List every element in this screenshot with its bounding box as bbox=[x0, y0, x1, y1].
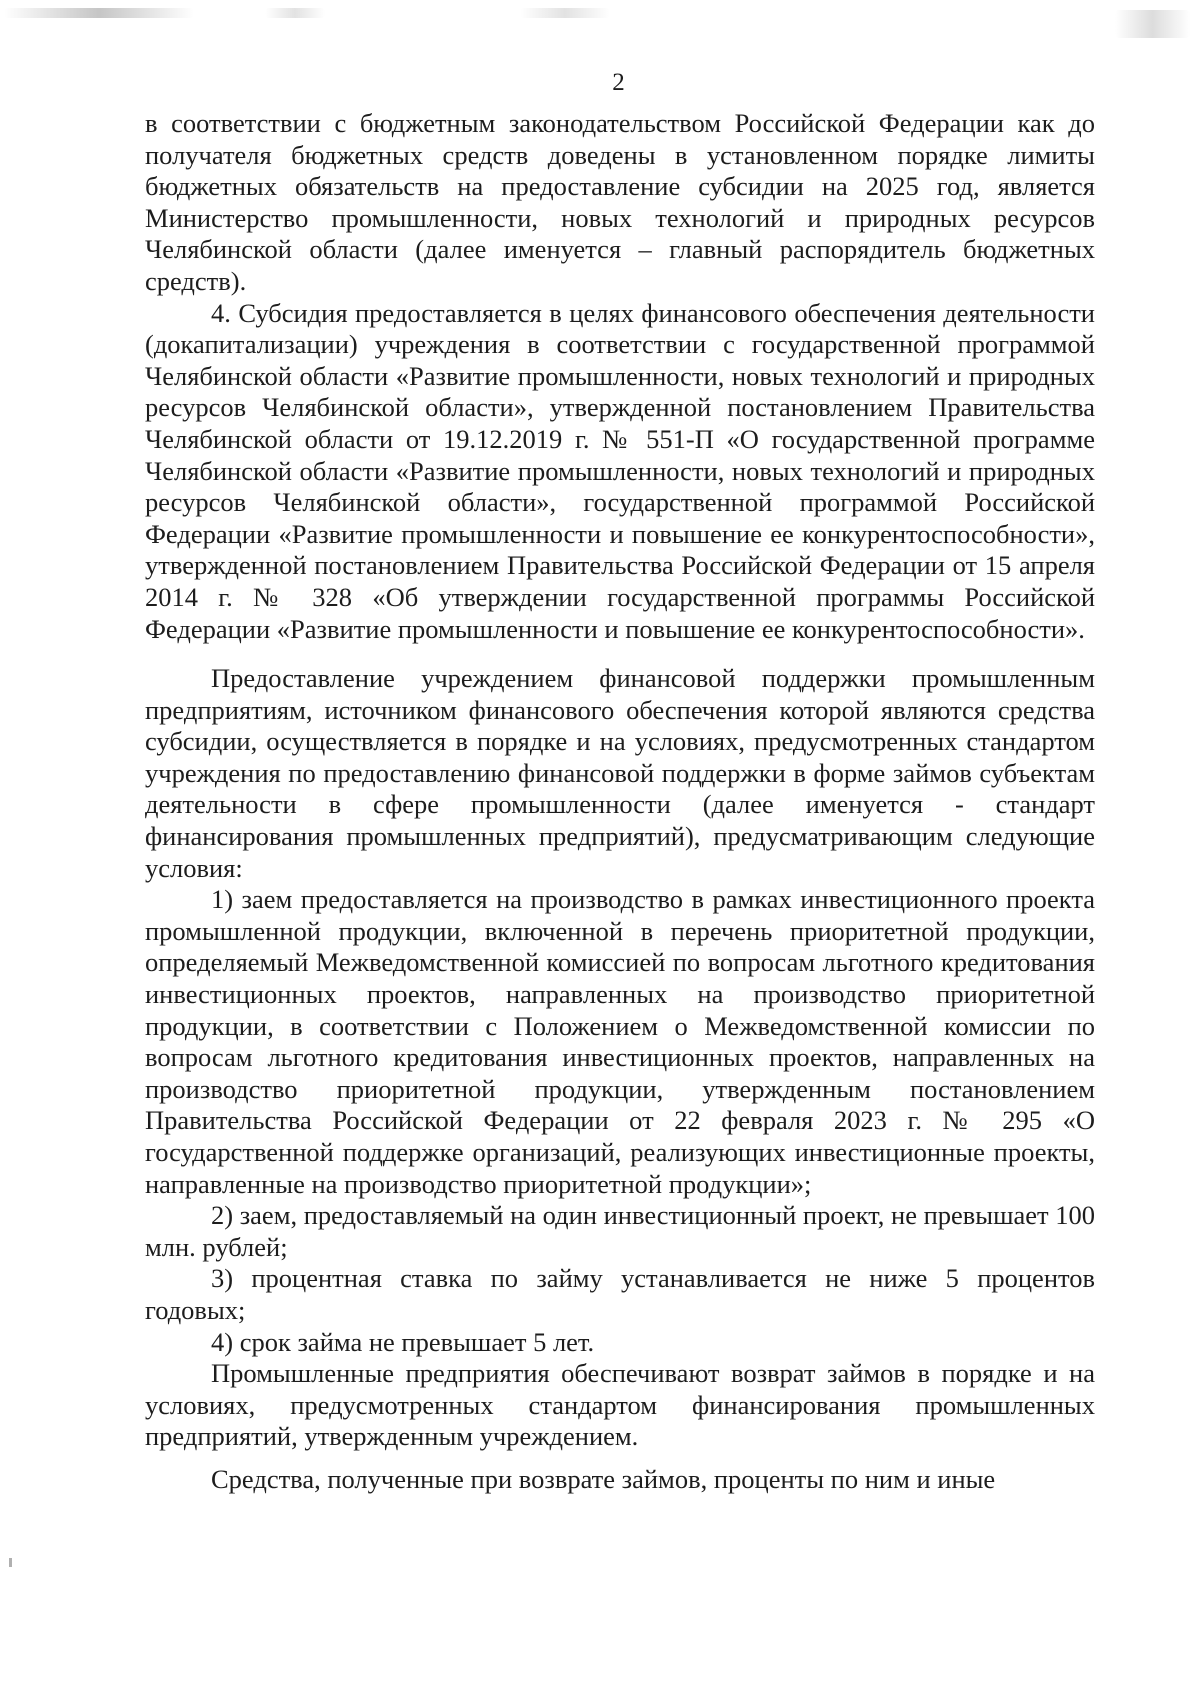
paragraph-support: Предоставление учреждением финансовой поддержки промышленным предприятиям, источником финансового обеспечения которой являются средства субсидии, осуществляется в порядке и на условиях, предусмотренных стандартом учреждения по предоставлению финансовой поддержки в форме займов субъектам деятельности в сфере промышленности (далее именуется - стандарт финансирования промышленных предприятий), предусматривающим следующие условия: bbox=[145, 663, 1095, 883]
paragraph-funds: Средства, полученные при возврате займов, проценты по ним и иные bbox=[211, 1463, 996, 1494]
document-body bbox=[145, 108, 1095, 1496]
scan-artifact bbox=[520, 8, 610, 18]
paragraph-condition-1: 1) заем предоставляется на производство в рамках инвестиционного проекта промышленной продукции, включенной в перечень приоритетной продукции, определяемый Межведомственной комиссией по вопросам льготного кредитования инвестиционных проектов, направленных на производство приоритетной продукции, в соответствии с Положением о Межведомственной комиссии по вопросам льготного кредитования инвестиционных проектов, направленных на производство приоритетной продукции, утвержденным постановлением Правительства Российской Федерации от 22 февраля 2023 г. № 295 «О государственной поддержке организаций, реализующих инвестиционные проекты, направленные на производство приоритетной продукции»; bbox=[145, 884, 1095, 1199]
paragraph-repayment: Промышленные предприятия обеспечивают возврат займов в порядке и на условиях, предусмотренных стандартом финансирования промышленных предприятий, утвержденным учреждением. bbox=[145, 1358, 1095, 1452]
scan-artifact bbox=[1115, 10, 1190, 38]
scan-artifact bbox=[4, 8, 194, 18]
paragraph-continuation: в соответствии с бюджетным законодательством Российской Федерации как до получателя бюджетных средств доведены в установленном порядке лимиты бюджетных обязательств на предоставление субсидии на 2025 год, является Министерство промышленности, новых технологий и природных ресурсов Челябинской области (далее именуется – главный распорядитель бюджетных средств). bbox=[145, 108, 1095, 296]
paragraph-item-4: 4. Субсидия предоставляется в целях финансового обеспечения деятельности (докапитализации) учреждения в соответствии с государственной программой Челябинской области «Развитие промышленности, новых технологий и природных ресурсов Челябинской области», утвержденной постановлением Правительства Челябинской области от 19.12.2019 г. № 551-П «О государственной программе Челябинской области «Развитие промышленности, новых технологий и природных ресурсов Челябинской области», государственной программой Российской Федерации «Развитие промышленности и повышение ее конкурентоспособности», утвержденной постановлением Правительства Российской Федерации от 15 апреля 2014 г. № 328 «Об утверждении государственной программы Российской Федерации «Развитие промышленности и повышение ее конкурентоспособности». bbox=[145, 297, 1095, 644]
scan-artifact bbox=[9, 1558, 12, 1567]
page-number: 2 bbox=[612, 69, 625, 96]
paragraph-condition-4: 4) срок займа не превышает 5 лет. bbox=[211, 1326, 595, 1357]
scan-artifact bbox=[265, 8, 325, 18]
paragraph-condition-2: 2) заем, предоставляемый на один инвестиционный проект, не превышает 100 млн. рублей; bbox=[145, 1200, 1095, 1262]
paragraph-condition-3: 3) процентная ставка по займу устанавливается не ниже 5 процентов годовых; bbox=[145, 1263, 1095, 1325]
